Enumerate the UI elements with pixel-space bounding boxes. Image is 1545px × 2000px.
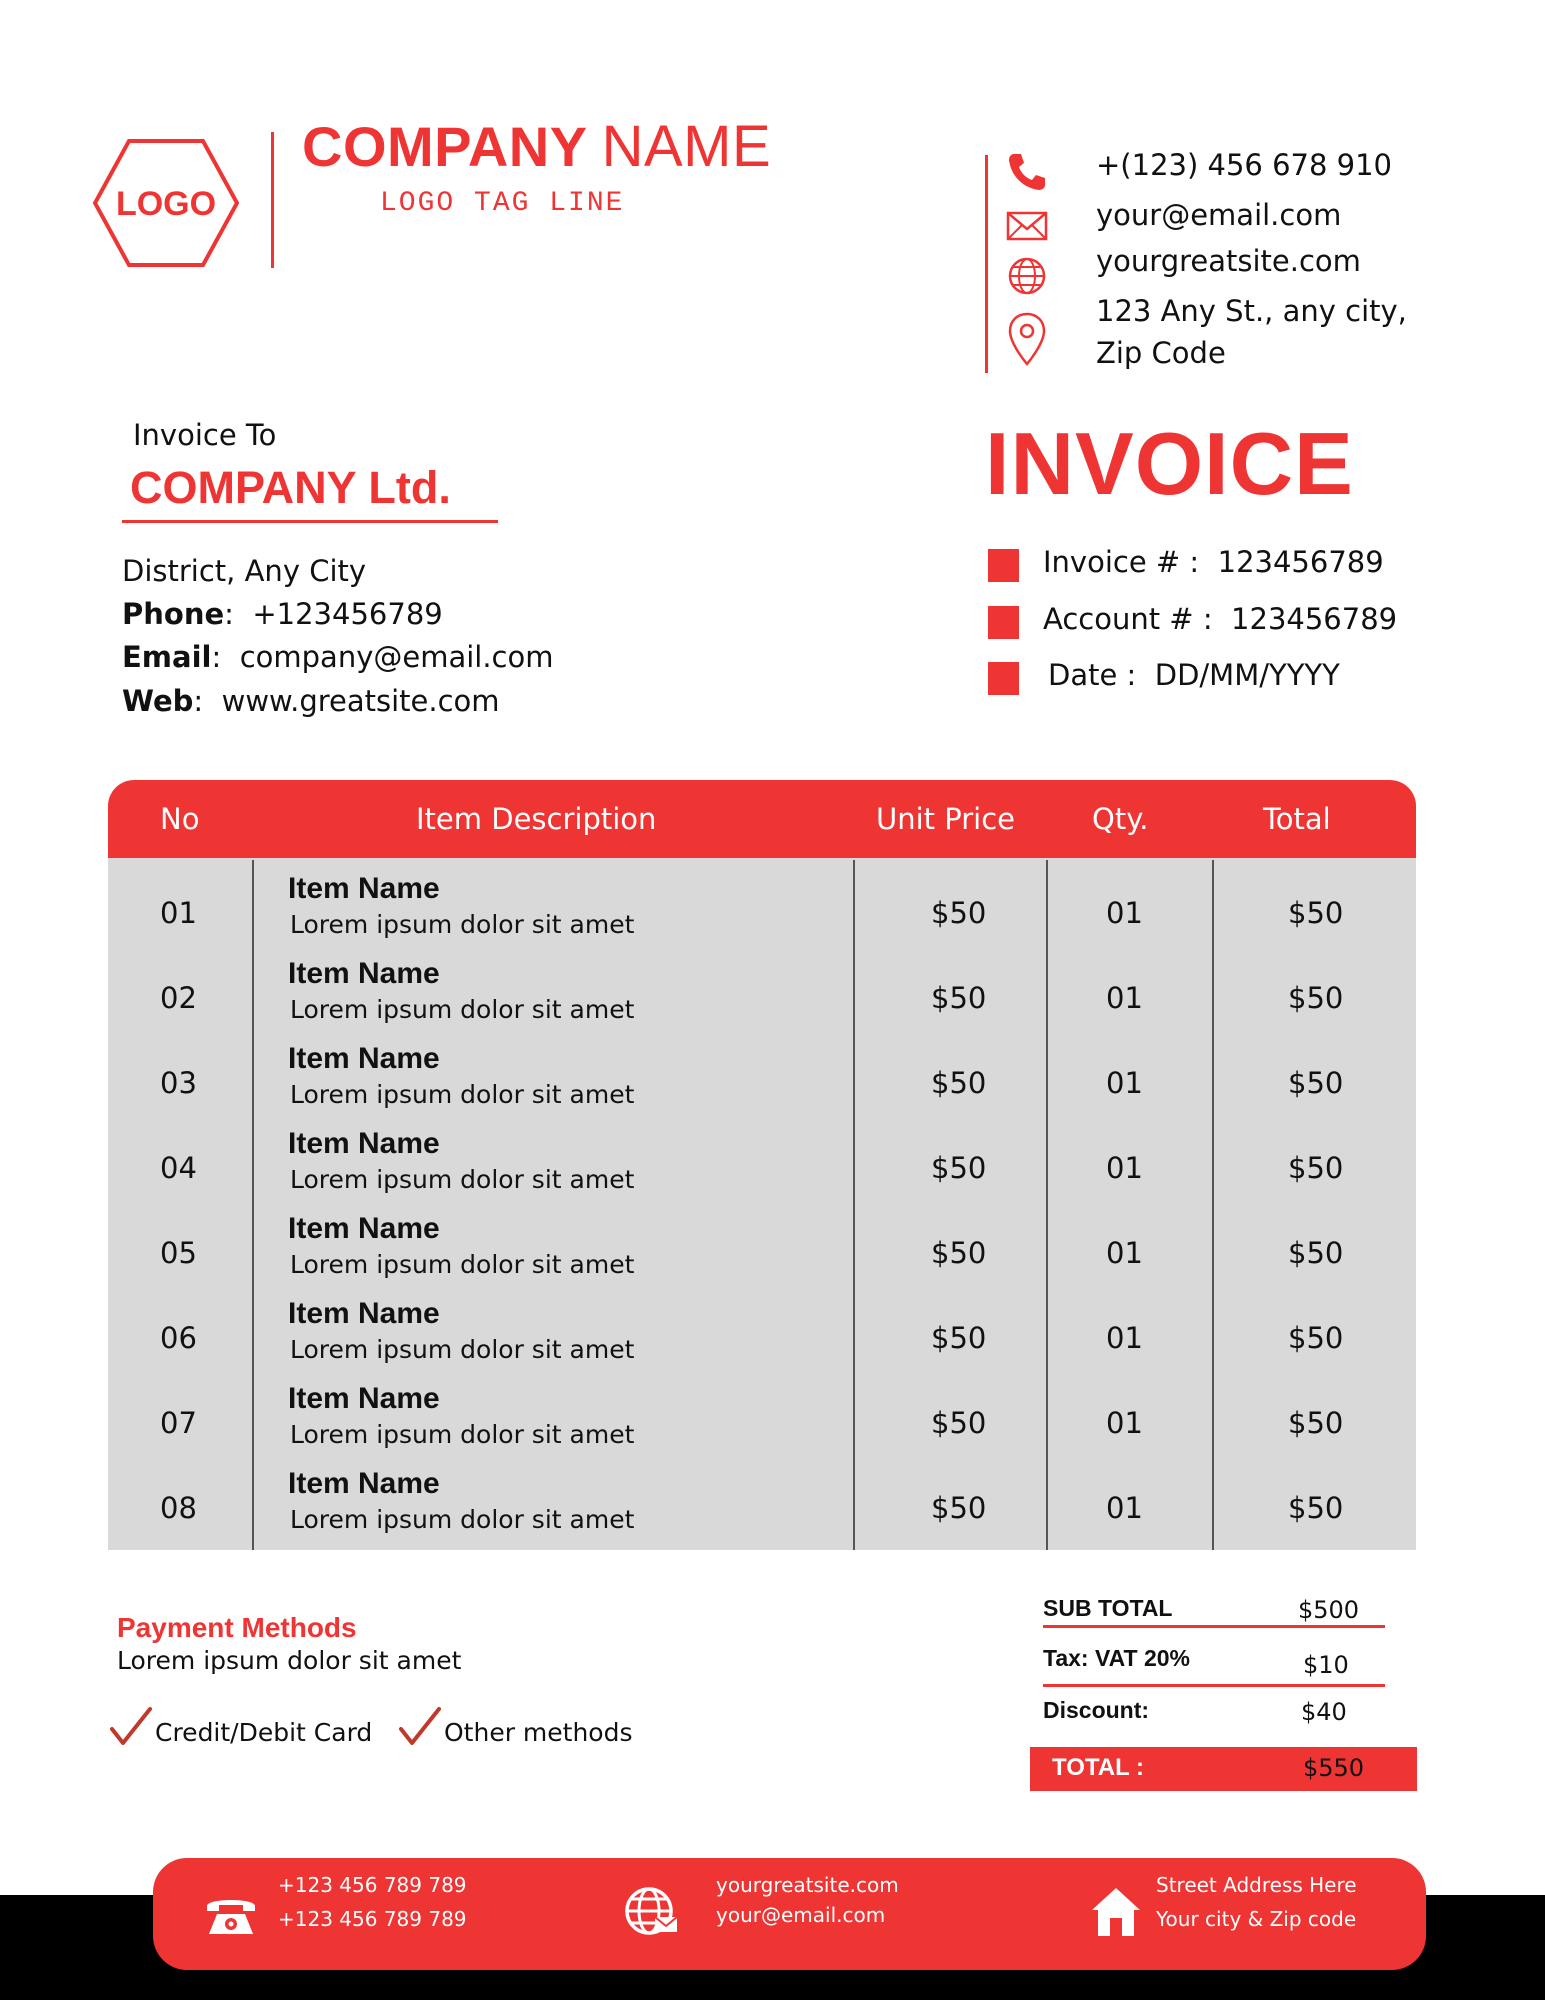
line-total: $50 (1288, 1321, 1344, 1355)
item-description: Lorem ipsum dolor sit amet (290, 1505, 635, 1534)
discount-label: Discount: (1043, 1697, 1150, 1723)
contact-email: your@email.com (1096, 198, 1342, 232)
bill-to-web-label: Web (122, 684, 194, 718)
bill-to-email-label: Email (122, 640, 212, 674)
row-number: 07 (160, 1406, 197, 1440)
unit-price: $50 (931, 981, 987, 1015)
item-name: Item Name (288, 1127, 440, 1160)
item-name: Item Name (288, 1297, 440, 1330)
invoice-to-underline (122, 520, 498, 523)
item-description: Lorem ipsum dolor sit amet (290, 910, 635, 939)
quantity: 01 (1106, 1321, 1143, 1355)
quantity: 01 (1106, 981, 1143, 1015)
payment-methods-title: Payment Methods (117, 1612, 357, 1643)
invoice-to-label: Invoice To (133, 418, 277, 452)
bill-to-phone: Phone: +123456789 (122, 597, 443, 631)
invoice-number-label: Invoice # : (1043, 545, 1200, 579)
invoice-date-label: Date : (1048, 658, 1137, 692)
row-number: 06 (160, 1321, 197, 1355)
column-header-total: Total (1263, 802, 1331, 836)
payment-option-other: Other methods (444, 1718, 633, 1747)
total-value: $550 (1303, 1754, 1365, 1782)
invoice-to-company: COMPANY Ltd. (130, 462, 451, 513)
company-name-light: NAME (601, 114, 772, 179)
subtotal-rule (1043, 1625, 1385, 1628)
unit-price: $50 (931, 896, 987, 930)
table-row (108, 1380, 1416, 1465)
items-table-header (108, 780, 1416, 858)
discount-value: $40 (1301, 1698, 1347, 1726)
logo-divider (271, 132, 274, 268)
item-description: Lorem ipsum dolor sit amet (290, 1335, 635, 1364)
item-description: Lorem ipsum dolor sit amet (290, 1165, 635, 1194)
line-total: $50 (1288, 981, 1344, 1015)
quantity: 01 (1106, 1151, 1143, 1185)
invoice-number (1043, 545, 1384, 579)
bullet-square (988, 662, 1019, 695)
row-number: 08 (160, 1491, 197, 1525)
bullet-square (988, 606, 1019, 639)
item-name: Item Name (288, 957, 440, 990)
table-row (108, 1295, 1416, 1380)
table-row (108, 870, 1416, 955)
unit-price: $50 (931, 1491, 987, 1525)
account-number (1043, 602, 1397, 636)
bill-to-address: District, Any City (122, 554, 367, 588)
column-header-description: Item Description (416, 802, 657, 836)
quantity: 01 (1106, 1066, 1143, 1100)
column-header-unit-price: Unit Price (876, 802, 1015, 836)
home-icon (1088, 1884, 1144, 1940)
footer-email: your@email.com (716, 1903, 886, 1927)
column-header-qty: Qty. (1092, 802, 1149, 836)
line-total: $50 (1288, 1236, 1344, 1270)
logo-tagline: LOGO TAG LINE (380, 188, 625, 219)
footer-phone-2: +123 456 789 789 (278, 1907, 467, 1931)
footer-bar (153, 1858, 1426, 1970)
line-total: $50 (1288, 1406, 1344, 1440)
footer-phone-1: +123 456 789 789 (278, 1873, 467, 1897)
item-name: Item Name (288, 1382, 440, 1415)
tax-rule (1043, 1684, 1385, 1687)
item-name: Item Name (288, 1042, 440, 1075)
invoice-date (1048, 658, 1340, 692)
items-table-body (108, 858, 1416, 1550)
globe-icon (1005, 254, 1049, 298)
quantity: 01 (1106, 1491, 1143, 1525)
tax-label: Tax: VAT 20% (1043, 1645, 1190, 1671)
account-number-label: Account # : (1043, 602, 1213, 636)
invoice-number-value: 123456789 (1217, 545, 1384, 579)
row-number: 02 (160, 981, 197, 1015)
company-name (302, 114, 772, 179)
table-row (108, 1210, 1416, 1295)
item-description: Lorem ipsum dolor sit amet (290, 1080, 635, 1109)
contact-address-line1: 123 Any St., any city, (1096, 294, 1407, 328)
table-row (108, 1040, 1416, 1125)
row-number: 03 (160, 1066, 197, 1100)
unit-price: $50 (931, 1151, 987, 1185)
company-name-bold: COMPANY (302, 115, 588, 178)
quantity: 01 (1106, 896, 1143, 930)
line-total: $50 (1288, 1066, 1344, 1100)
total-bar (1030, 1747, 1417, 1791)
table-row (108, 955, 1416, 1040)
account-number-value: 123456789 (1231, 602, 1398, 636)
footer-city: Your city & Zip code (1156, 1907, 1357, 1931)
unit-price: $50 (931, 1066, 987, 1100)
contact-divider (985, 155, 988, 373)
bill-to-phone-label: Phone (122, 597, 225, 631)
item-description: Lorem ipsum dolor sit amet (290, 1250, 635, 1279)
bill-to-phone-value: +123456789 (252, 597, 443, 631)
unit-price: $50 (931, 1236, 987, 1270)
subtotal-label: SUB TOTAL (1043, 1595, 1173, 1621)
invoice-date-value: DD/MM/YYYY (1154, 658, 1340, 692)
unit-price: $50 (931, 1406, 987, 1440)
email-icon (1005, 204, 1049, 248)
quantity: 01 (1106, 1236, 1143, 1270)
quantity: 01 (1106, 1406, 1143, 1440)
column-header-no: No (160, 802, 200, 836)
payment-option-card: Credit/Debit Card (155, 1718, 373, 1747)
tax-value: $10 (1303, 1651, 1349, 1679)
contact-website: yourgreatsite.com (1096, 244, 1361, 278)
row-number: 04 (160, 1151, 197, 1185)
location-pin-icon (1005, 310, 1049, 370)
line-total: $50 (1288, 1151, 1344, 1185)
row-number: 05 (160, 1236, 197, 1270)
contact-phone: +(123) 456 678 910 (1096, 148, 1392, 182)
logo-text: LOGO (115, 185, 217, 223)
row-number: 01 (160, 896, 197, 930)
item-description: Lorem ipsum dolor sit amet (290, 995, 635, 1024)
contact-address-line2: Zip Code (1096, 336, 1226, 370)
globe-mail-icon (623, 1884, 679, 1940)
subtotal-value: $500 (1298, 1596, 1360, 1624)
bullet-square (988, 549, 1019, 582)
table-row (108, 1125, 1416, 1210)
checkmark-icon (397, 1705, 441, 1749)
bill-to-email: Email: company@email.com (122, 640, 554, 674)
invoice-title: INVOICE (985, 414, 1354, 513)
telephone-icon (203, 1886, 259, 1942)
table-row (108, 1465, 1416, 1550)
checkmark-icon (108, 1705, 152, 1749)
phone-icon (1005, 150, 1049, 194)
item-name: Item Name (288, 1467, 440, 1500)
bill-to-web: Web: www.greatsite.com (122, 684, 500, 718)
payment-methods-description: Lorem ipsum dolor sit amet (117, 1646, 462, 1675)
footer-website: yourgreatsite.com (716, 1873, 899, 1897)
item-name: Item Name (288, 872, 440, 905)
total-label: TOTAL : (1052, 1754, 1144, 1781)
item-name: Item Name (288, 1212, 440, 1245)
bill-to-web-value: www.greatsite.com (221, 684, 500, 718)
bill-to-email-value: company@email.com (239, 640, 554, 674)
line-total: $50 (1288, 896, 1344, 930)
unit-price: $50 (931, 1321, 987, 1355)
footer-street: Street Address Here (1156, 1873, 1357, 1897)
item-description: Lorem ipsum dolor sit amet (290, 1420, 635, 1449)
logo-hexagon (92, 138, 240, 268)
line-total: $50 (1288, 1491, 1344, 1525)
